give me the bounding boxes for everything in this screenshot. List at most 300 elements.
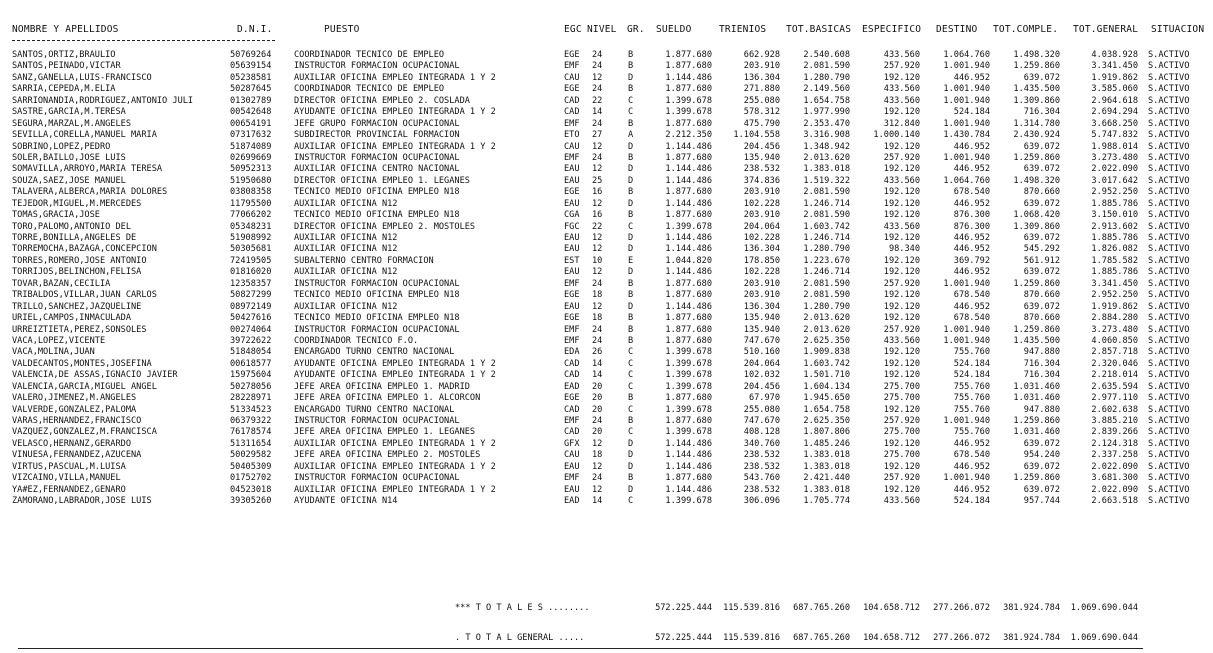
table-row [0, 73, 1213, 84]
cell-tot-comple: 1.309.860 [1013, 221, 1060, 232]
cell-dni: 51848054 [230, 347, 272, 358]
cell-tot-basicas: 1.383.018 [803, 450, 850, 461]
cell-puesto: JEFE AREA OFICINA EMPLEO 1. ALCORCON [294, 393, 481, 404]
cell-tot-general: 3.585.060 [1091, 84, 1138, 95]
cell-tot-comple: 639.072 [1023, 141, 1060, 152]
header-tot-basicas: TOT.BASICAS [786, 24, 852, 35]
cell-tot-basicas: 2.421.440 [803, 473, 850, 484]
totals-label: *** T O T A L E S ........ [455, 603, 590, 613]
cell-nombre: SOLER,BAILLO,JOSE LUIS [12, 152, 126, 163]
cell-especifico: 433.560 [883, 496, 920, 507]
cell-dni: 50427616 [230, 313, 272, 324]
cell-nivel: 24 [592, 50, 603, 60]
cell-especifico: 257.920 [883, 416, 920, 426]
cell-destino: 446.952 [953, 233, 990, 243]
cell-situacion: S.ACTIVO [1148, 335, 1190, 346]
cell-egc: GFX [564, 438, 580, 449]
cell-egc: FGC [564, 221, 580, 232]
cell-sueldo: 1.399.678 [665, 496, 712, 507]
cell-sueldo: 1.144.486 [665, 72, 712, 83]
cell-tot-general: 3.273.480 [1091, 152, 1138, 163]
cell-egc: EAU [564, 244, 580, 255]
cell-puesto: COORDINADOR TECNICO F.O. [294, 335, 419, 346]
cell-egc: EDA [564, 347, 580, 358]
table-row [0, 130, 1213, 141]
cell-gr: B [628, 50, 634, 60]
cell-trienios: 475.790 [743, 118, 780, 129]
cell-trienios: 1.104.558 [733, 130, 780, 141]
cell-egc: EGE [564, 50, 580, 60]
cell-tot-general: 2.124.318 [1091, 438, 1138, 449]
cell-dni: 11795500 [230, 198, 272, 209]
cell-situacion: S.ACTIVO [1148, 393, 1190, 404]
cell-especifico: 257.920 [883, 61, 920, 72]
cell-nombre: VIRTUS,PASCUAL,M.LUISA [12, 461, 126, 472]
cell-especifico: 433.560 [883, 221, 920, 232]
cell-sueldo: 1.877.680 [665, 50, 712, 60]
cell-sueldo: 1.144.486 [665, 175, 712, 186]
cell-situacion: S.ACTIVO [1148, 95, 1190, 106]
cell-trienios: 178.850 [743, 255, 780, 266]
cell-tot-comple: 639.072 [1023, 461, 1060, 472]
cell-nombre: SANTOS,PEINADO,VICTAR [12, 61, 121, 72]
employee-table [0, 50, 1213, 508]
cell-especifico: 192.120 [883, 72, 920, 83]
cell-puesto: INSTRUCTOR FORMACION OCUPACIONAL [294, 61, 460, 72]
cell-tot-general: 2.022.090 [1091, 461, 1138, 472]
cell-tot-comple: 1.259.860 [1013, 61, 1060, 72]
cell-sueldo: 1.877.680 [665, 416, 712, 426]
cell-tot-comple: 957.744 [1023, 496, 1060, 507]
cell-puesto: INSTRUCTOR FORMACION OCUPACIONAL [294, 324, 460, 335]
cell-trienios: 67.970 [748, 393, 780, 404]
cell-sueldo: 1.877.680 [665, 187, 712, 198]
grand-total-label: . T O T A L GENERAL ..... [455, 633, 585, 643]
cell-nivel: 24 [592, 118, 603, 129]
cell-trienios: 204.456 [743, 381, 780, 392]
grand-total-especifico: 104.658.712 [863, 633, 920, 643]
cell-destino: 1.001.940 [943, 335, 990, 346]
cell-puesto: DIRECTOR OFICINA EMPLEO 2. MOSTOLES [294, 221, 476, 232]
cell-destino: 755.760 [953, 381, 990, 392]
cell-egc: CAU [564, 450, 580, 461]
cell-especifico: 192.120 [883, 210, 920, 221]
cell-trienios: 102.228 [743, 198, 780, 209]
cell-tot-basicas: 1.280.790 [803, 301, 850, 312]
cell-sueldo: 1.877.680 [665, 290, 712, 301]
table-row [0, 473, 1213, 484]
cell-trienios: 238.532 [743, 450, 780, 461]
header-dni: D.N.I. [237, 24, 273, 35]
cell-nivel: 26 [592, 347, 603, 358]
cell-dni: 50405309 [230, 461, 272, 472]
cell-tot-basicas: 3.316.908 [803, 130, 850, 141]
cell-trienios: 510.160 [743, 347, 780, 358]
cell-tot-comple: 639.072 [1023, 233, 1060, 243]
cell-especifico: 275.700 [883, 393, 920, 404]
cell-sueldo: 1.399.678 [665, 370, 712, 381]
cell-situacion: S.ACTIVO [1148, 496, 1190, 507]
cell-nombre: VACA,MOLINA,JUAN [12, 347, 95, 358]
cell-situacion: S.ACTIVO [1148, 233, 1190, 243]
cell-puesto: AYUDANTE OFICINA N14 [294, 496, 398, 507]
cell-especifico: 192.120 [883, 187, 920, 198]
cell-puesto: SUBDIRECTOR PROVINCIAL FORMACION [294, 130, 460, 141]
cell-puesto: JEFE AREA OFICINA EMPLEO 1. LEGANES [294, 427, 476, 438]
grand-total-tot-general: 1.069.690.044 [1070, 633, 1138, 643]
cell-nivel: 24 [592, 416, 603, 426]
cell-especifico: 257.920 [883, 324, 920, 335]
cell-dni: 50827299 [230, 290, 272, 301]
cell-nombre: URIEL,CAMPOS,INMACULADA [12, 313, 131, 324]
cell-gr: C [628, 95, 634, 106]
cell-tot-general: 2.913.602 [1091, 221, 1138, 232]
cell-egc: EAU [564, 301, 580, 312]
cell-tot-general: 2.839.266 [1091, 427, 1138, 438]
cell-gr: C [628, 381, 634, 392]
cell-egc: EAU [564, 164, 580, 175]
cell-tot-basicas: 1.807.806 [803, 427, 850, 438]
cell-egc: EMF [564, 473, 580, 484]
cell-dni: 77066202 [230, 210, 272, 221]
cell-gr: B [628, 416, 634, 426]
cell-situacion: S.ACTIVO [1148, 221, 1190, 232]
cell-trienios: 135.940 [743, 152, 780, 163]
cell-nivel: 18 [592, 290, 603, 301]
cell-tot-general: 2.857.718 [1091, 347, 1138, 358]
cell-gr: B [628, 290, 634, 301]
cell-nombre: SASTRE,GARCIA,M.TERESA [12, 107, 126, 118]
cell-gr: B [628, 61, 634, 72]
cell-sueldo: 1.144.486 [665, 461, 712, 472]
cell-destino: 755.760 [953, 393, 990, 404]
cell-dni: 50952313 [230, 164, 272, 175]
cell-gr: B [628, 324, 634, 335]
cell-nivel: 14 [592, 496, 603, 507]
cell-nombre: VALENCIA,GARCIA,MIGUEL ANGEL [12, 381, 157, 392]
cell-especifico: 312.840 [883, 118, 920, 129]
totals-trienios: 115.539.816 [723, 603, 780, 613]
cell-tot-basicas: 2.625.350 [803, 416, 850, 426]
table-row [0, 153, 1213, 164]
cell-tot-comple: 1.259.860 [1013, 278, 1060, 289]
cell-nombre: VARAS,HERNANDEZ,FRANCISCO [12, 416, 142, 426]
cell-especifico: 192.120 [883, 358, 920, 369]
cell-tot-general: 1.919.862 [1091, 301, 1138, 312]
cell-sueldo: 1.144.486 [665, 141, 712, 152]
table-row [0, 485, 1213, 496]
cell-puesto: DIRECTOR OFICINA EMPLEO 2. COSLADA [294, 95, 470, 106]
cell-tot-general: 2.884.280 [1091, 313, 1138, 324]
cell-destino: 446.952 [953, 141, 990, 152]
cell-destino: 446.952 [953, 267, 990, 278]
table-row [0, 370, 1213, 381]
cell-tot-comple: 639.072 [1023, 484, 1060, 495]
cell-egc: CAD [564, 95, 580, 106]
cell-gr: B [628, 473, 634, 484]
cell-dni: 01816020 [230, 267, 272, 278]
cell-sueldo: 1.144.486 [665, 438, 712, 449]
cell-nivel: 24 [592, 278, 603, 289]
cell-gr: C [628, 427, 634, 438]
cell-puesto: COORDINADOR TECNICO DE EMPLEO [294, 84, 445, 95]
cell-destino: 1.001.940 [943, 95, 990, 106]
cell-trienios: 271.880 [743, 84, 780, 95]
cell-tot-basicas: 2.149.560 [803, 84, 850, 95]
cell-gr: D [628, 438, 634, 449]
cell-trienios: 238.532 [743, 164, 780, 175]
cell-destino: 755.760 [953, 347, 990, 358]
cell-destino: 446.952 [953, 484, 990, 495]
cell-gr: B [628, 335, 634, 346]
cell-gr: C [628, 496, 634, 507]
cell-tot-basicas: 2.625.350 [803, 335, 850, 346]
cell-tot-comple: 1.068.420 [1013, 210, 1060, 221]
cell-nivel: 16 [592, 210, 603, 221]
cell-destino: 446.952 [953, 164, 990, 175]
cell-sueldo: 1.877.680 [665, 473, 712, 484]
cell-puesto: JEFE AREA OFICINA EMPLEO 1. MADRID [294, 381, 470, 392]
cell-tot-basicas: 2.013.620 [803, 313, 850, 324]
cell-tot-basicas: 1.501.710 [803, 370, 850, 381]
cell-dni: 50287645 [230, 84, 272, 95]
cell-dni: 00618577 [230, 358, 272, 369]
table-row [0, 347, 1213, 358]
cell-nombre: VACA,LOPEZ,VICENTE [12, 335, 106, 346]
cell-tot-basicas: 2.013.620 [803, 324, 850, 335]
cell-tot-comple: 1.435.500 [1013, 84, 1060, 95]
header-puesto: PUESTO [324, 24, 360, 35]
cell-especifico: 192.120 [883, 301, 920, 312]
cell-puesto: COORDINADOR TECNICO DE EMPLEO [294, 50, 445, 60]
cell-trienios: 135.940 [743, 324, 780, 335]
cell-gr: D [628, 244, 634, 255]
cell-tot-basicas: 1.485.246 [803, 438, 850, 449]
table-row [0, 222, 1213, 233]
header-nombre: NOMBRE Y APELLIDOS [12, 24, 119, 35]
cell-nivel: 12 [592, 164, 603, 175]
cell-tot-basicas: 2.081.590 [803, 290, 850, 301]
cell-tot-basicas: 2.081.590 [803, 210, 850, 221]
cell-tot-general: 3.681.300 [1091, 473, 1138, 484]
cell-puesto: INSTRUCTOR FORMACION OCUPACIONAL [294, 416, 460, 426]
cell-nombre: TEJEDOR,MIGUEL,M.MERCEDES [12, 198, 142, 209]
cell-dni: 08972149 [230, 301, 272, 312]
header-situacion: SITUACION [1151, 24, 1205, 35]
cell-nombre: SARRIONANDIA,RODRIGUEZ,ANTONIO JULI [12, 95, 194, 106]
cell-tot-comple: 1.435.500 [1013, 335, 1060, 346]
cell-gr: D [628, 198, 634, 209]
cell-tot-basicas: 1.348.942 [803, 141, 850, 152]
cell-situacion: S.ACTIVO [1148, 175, 1190, 186]
table-row [0, 336, 1213, 347]
cell-nivel: 16 [592, 187, 603, 198]
grand-total-sueldo: 572.225.444 [655, 633, 712, 643]
cell-dni: 50278056 [230, 381, 272, 392]
cell-especifico: 192.120 [883, 313, 920, 324]
cell-tot-comple: 1.314.780 [1013, 118, 1060, 129]
cell-tot-basicas: 1.383.018 [803, 484, 850, 495]
cell-destino: 1.001.940 [943, 84, 990, 95]
cell-trienios: 204.064 [743, 358, 780, 369]
cell-tot-general: 3.341.450 [1091, 61, 1138, 72]
cell-especifico: 433.560 [883, 84, 920, 95]
cell-egc: EAD [564, 496, 580, 507]
cell-gr: D [628, 233, 634, 243]
table-row [0, 107, 1213, 118]
cell-nombre: SANZ,GANELLA,LUIS-FRANCISCO [12, 72, 152, 83]
cell-nombre: TOVAR,BAZAN,CECILIA [12, 278, 111, 289]
cell-tot-general: 1.785.582 [1091, 255, 1138, 266]
cell-nivel: 22 [592, 95, 603, 106]
cell-nivel: 12 [592, 72, 603, 83]
cell-egc: CAD [564, 358, 580, 369]
cell-especifico: 433.560 [883, 335, 920, 346]
cell-nivel: 20 [592, 381, 603, 392]
cell-sueldo: 1.877.680 [665, 313, 712, 324]
cell-nivel: 22 [592, 221, 603, 232]
cell-destino: 446.952 [953, 72, 990, 83]
cell-sueldo: 1.877.680 [665, 84, 712, 95]
cell-puesto: AYUDANTE OFICINA EMPLEO INTEGRADA 1 Y 2 [294, 370, 496, 381]
cell-dni: 50769264 [230, 50, 272, 60]
cell-egc: CAD [564, 404, 580, 415]
cell-dni: 51334523 [230, 404, 272, 415]
cell-tot-general: 2.022.090 [1091, 484, 1138, 495]
cell-dni: 51311654 [230, 438, 272, 449]
cell-especifico: 257.920 [883, 473, 920, 484]
header-trienios: TRIENIOS [719, 24, 767, 35]
cell-nivel: 12 [592, 438, 603, 449]
cell-situacion: S.ACTIVO [1148, 290, 1190, 301]
table-row [0, 405, 1213, 416]
cell-nivel: 12 [592, 198, 603, 209]
cell-nombre: ZAMORANO,LABRADOR,JOSE LUIS [12, 496, 152, 507]
cell-situacion: S.ACTIVO [1148, 267, 1190, 278]
totals-tot-general: 1.069.690.044 [1070, 603, 1138, 613]
cell-egc: EMF [564, 61, 580, 72]
cell-puesto: TECNICO MEDIO OFICINA EMPLEO N18 [294, 187, 460, 198]
cell-egc: EAD [564, 381, 580, 392]
cell-dni: 28228971 [230, 393, 272, 404]
cell-gr: B [628, 393, 634, 404]
cell-nombre: SANTOS,ORTIZ,BRAULIO [12, 50, 116, 60]
cell-egc: EGE [564, 187, 580, 198]
cell-tot-general: 2.663.518 [1091, 496, 1138, 507]
table-row [0, 233, 1213, 244]
totals-row [0, 603, 1213, 617]
cell-especifico: 1.000.140 [873, 130, 920, 141]
cell-destino: 1.001.940 [943, 61, 990, 72]
cell-dni: 12358357 [230, 278, 272, 289]
cell-destino: 369.792 [953, 255, 990, 266]
cell-sueldo: 1.399.678 [665, 381, 712, 392]
cell-tot-comple: 639.072 [1023, 438, 1060, 449]
cell-tot-general: 1.885.786 [1091, 198, 1138, 209]
cell-tot-basicas: 1.519.322 [803, 175, 850, 186]
cell-nivel: 18 [592, 313, 603, 324]
cell-tot-basicas: 1.246.714 [803, 233, 850, 243]
cell-sueldo: 1.144.486 [665, 244, 712, 255]
cell-gr: C [628, 358, 634, 369]
cell-tot-comple: 2.430.924 [1013, 130, 1060, 141]
cell-nombre: SOUZA,SAEZ,JOSE MANUEL [12, 175, 126, 186]
cell-puesto: AUXILIAR OFICINA N12 [294, 198, 398, 209]
cell-tot-general: 4.038.928 [1091, 50, 1138, 60]
cell-trienios: 255.080 [743, 95, 780, 106]
table-row [0, 142, 1213, 153]
cell-puesto: AUXILIAR OFICINA N12 [294, 233, 398, 243]
cell-gr: B [628, 84, 634, 95]
cell-gr: B [628, 210, 634, 221]
table-row [0, 256, 1213, 267]
table-row [0, 164, 1213, 175]
cell-nivel: 24 [592, 335, 603, 346]
bottom-rule [18, 648, 1143, 649]
cell-gr: B [628, 187, 634, 198]
cell-egc: EGE [564, 84, 580, 95]
table-row [0, 50, 1213, 61]
cell-puesto: TECNICO MEDIO OFICINA EMPLEO N18 [294, 313, 460, 324]
cell-dni: 06379322 [230, 416, 272, 426]
cell-destino: 524.184 [953, 496, 990, 507]
cell-gr: B [628, 118, 634, 129]
cell-nombre: VAZQUEZ,GONZALEZ,M.FRANCISCA [12, 427, 157, 438]
cell-gr: D [628, 141, 634, 152]
cell-destino: 1.001.940 [943, 473, 990, 484]
cell-trienios: 102.228 [743, 233, 780, 243]
totals-especifico: 104.658.712 [863, 603, 920, 613]
cell-puesto: AUXILIAR OFICINA EMPLEO INTEGRADA 1 Y 2 [294, 72, 496, 83]
cell-tot-comple: 1.259.860 [1013, 152, 1060, 163]
cell-situacion: S.ACTIVO [1148, 358, 1190, 369]
cell-sueldo: 1.877.680 [665, 324, 712, 335]
cell-tot-general: 5.747.832 [1091, 130, 1138, 141]
cell-tot-general: 1.885.786 [1091, 267, 1138, 278]
cell-tot-general: 3.150.010 [1091, 210, 1138, 221]
cell-tot-comple: 870.660 [1023, 187, 1060, 198]
cell-situacion: S.ACTIVO [1148, 484, 1190, 495]
cell-nombre: YA#EZ,FERNANDEZ,GENARO [12, 484, 126, 495]
cell-trienios: 543.760 [743, 473, 780, 484]
header-egc: EGC [564, 24, 582, 35]
cell-nivel: 14 [592, 370, 603, 381]
cell-nivel: 24 [592, 84, 603, 95]
cell-situacion: S.ACTIVO [1148, 152, 1190, 163]
cell-puesto: AUXILIAR OFICINA N12 [294, 267, 398, 278]
cell-sueldo: 1.877.680 [665, 335, 712, 346]
cell-gr: B [628, 313, 634, 324]
cell-puesto: AUXILIAR OFICINA EMPLEO INTEGRADA 1 Y 2 [294, 484, 496, 495]
cell-nivel: 20 [592, 404, 603, 415]
cell-nombre: TRIBALDOS,VILLAR,JUAN CARLOS [12, 290, 157, 301]
cell-nivel: 27 [592, 130, 603, 141]
cell-tot-basicas: 1.603.742 [803, 221, 850, 232]
cell-egc: EAU [564, 461, 580, 472]
cell-destino: 446.952 [953, 244, 990, 255]
grand-total-tot-comple: 381.924.784 [1003, 633, 1060, 643]
cell-especifico: 98.340 [888, 244, 920, 255]
cell-destino: 1.064.760 [943, 50, 990, 60]
cell-nombre: TALAVERA,ALBERCA,MARIA DOLORES [12, 187, 168, 198]
cell-tot-comple: 639.072 [1023, 301, 1060, 312]
cell-trienios: 306.096 [743, 496, 780, 507]
table-row [0, 393, 1213, 404]
cell-especifico: 192.120 [883, 198, 920, 209]
header-especifico: ESPECIFICO [862, 24, 922, 35]
cell-destino: 678.540 [953, 313, 990, 324]
cell-gr: C [628, 107, 634, 118]
